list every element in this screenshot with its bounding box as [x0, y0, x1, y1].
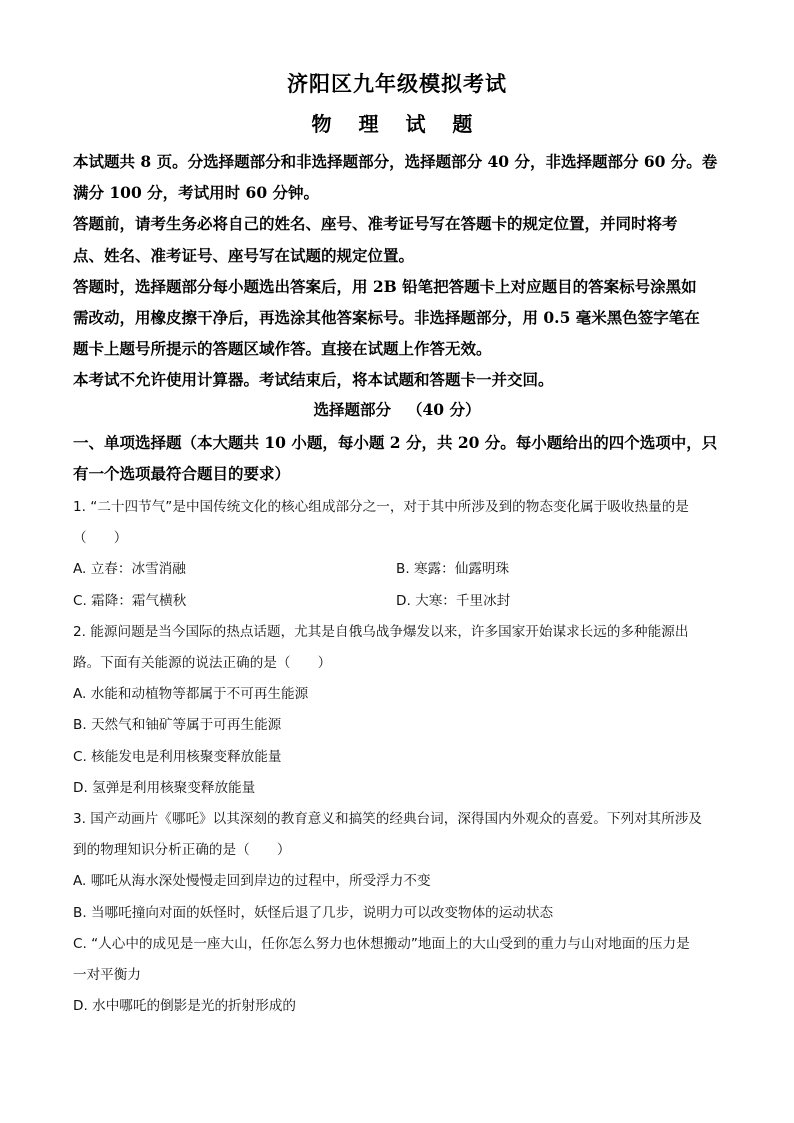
question-3-option-d: D. 水中哪吒的倒影是光的折射形成的	[73, 998, 297, 1015]
question-1-option-b: B. 寒露：仙露明珠	[396, 561, 510, 578]
question-2-option-a: A. 水能和动植物等都属于不可再生能源	[73, 686, 309, 703]
section-name: 选择题部分	[313, 400, 392, 419]
part-heading	[73, 427, 723, 489]
instruction-line: 本考试不允许使用计算器。考试结束后，将本试题和答题卡一并交回。	[73, 370, 554, 390]
question-1-stem: 1. “二十四节气”是中国传统文化的核心组成部分之一，对于其中所涉及到的物态变化属于吸收热量的是	[73, 499, 689, 515]
question-3-option-b: B. 当哪吒撞向对面的妖怪时，妖怪后退了几步，说明力可以改变物体的运动状态	[73, 904, 554, 921]
question-2-option-c: C. 核能发电是利用核聚变释放能量	[73, 748, 282, 765]
question-2-stem-cont: 路。下面有关能源的说法正确的是（ ）	[73, 655, 332, 672]
question-3-option-c: C. “人心中的成见是一座大山，任你怎么努力也休想搬动”地面上的大山受到的重力与山对地面的压力是	[73, 935, 690, 952]
question-1-options-row	[73, 554, 723, 585]
exam-subject: 物 理 试 题	[311, 112, 483, 136]
question-1-options-row	[73, 586, 723, 617]
question-2-option-d: D. 氢弹是利用核聚变释放能量	[73, 779, 256, 796]
instruction-line: 答题时，选择题部分每小题选出答案后，用 2B 铅笔把答题卡上对应题目的答案标号涂黑如	[73, 276, 697, 296]
section-points: （40 分）	[407, 400, 481, 419]
instruction-line: 满分 100 分，考试用时 60 分钟。	[73, 183, 320, 203]
question-1-option-c: C. 霜降：霜气横秋	[73, 592, 187, 609]
question-3-stem: 3. 国产动画片《哪吒》以其深刻的教育意义和搞笑的经典台词，深得国内外观众的喜爱。下列对其所涉及	[73, 811, 703, 828]
question-3-stem-cont: 到的物理知识分析正确的是（ ）	[73, 842, 291, 859]
exam-instructions	[73, 146, 723, 396]
part-heading-line: 一、单项选择题（本大题共 10 小题，每小题 2 分，共 20 分。每小题给出的四个选项中，只	[73, 433, 718, 452]
question-1-option-a: A. 立春：冰雪消融	[73, 561, 186, 578]
instruction-line: 需改动，用橡皮擦干净后，再选涂其他答案标号。非选择题部分，用 0.5 毫米黑色签字笔在	[73, 308, 700, 328]
question-2-option-b: B. 天然气和铀矿等属于可再生能源	[73, 717, 282, 734]
question-1-option-d: D. 大寒：千里冰封	[396, 592, 511, 609]
question-3-option-c-cont: 一对平衡力	[73, 967, 141, 984]
instruction-line: 点、姓名、准考证号、座号写在试题的规定位置。	[73, 245, 415, 265]
exam-title: 济阳区九年级模拟考试	[287, 71, 507, 96]
question-list	[73, 492, 723, 1022]
section-heading	[0, 398, 794, 422]
instruction-line: 答题前，请考生务必将自己的姓名、座号、准考证号写在答题卡的规定位置，并同时将考	[73, 214, 678, 234]
part-heading-line: 有一个选项最符合题目的要求）	[73, 464, 291, 483]
question-3-option-a: A. 哪吒从海水深处慢慢走回到岸边的过程中，所受浮力不变	[73, 873, 431, 890]
question-2-stem: 2. 能源问题是当今国际的热点话题，尤其是自俄乌战争爆发以来，许多国家开始谋求长远的多种能源出	[73, 623, 689, 640]
instruction-line: 题卡上题号所提示的答题区域作答。直接在试题上作答无效。	[73, 339, 492, 359]
question-1-stem-cont: （ ）	[73, 530, 128, 547]
instruction-line: 本试题共 8 页。分选择题部分和非选择题部分，选择题部分 40 分，非选择题部分 60 分。卷	[73, 152, 718, 171]
